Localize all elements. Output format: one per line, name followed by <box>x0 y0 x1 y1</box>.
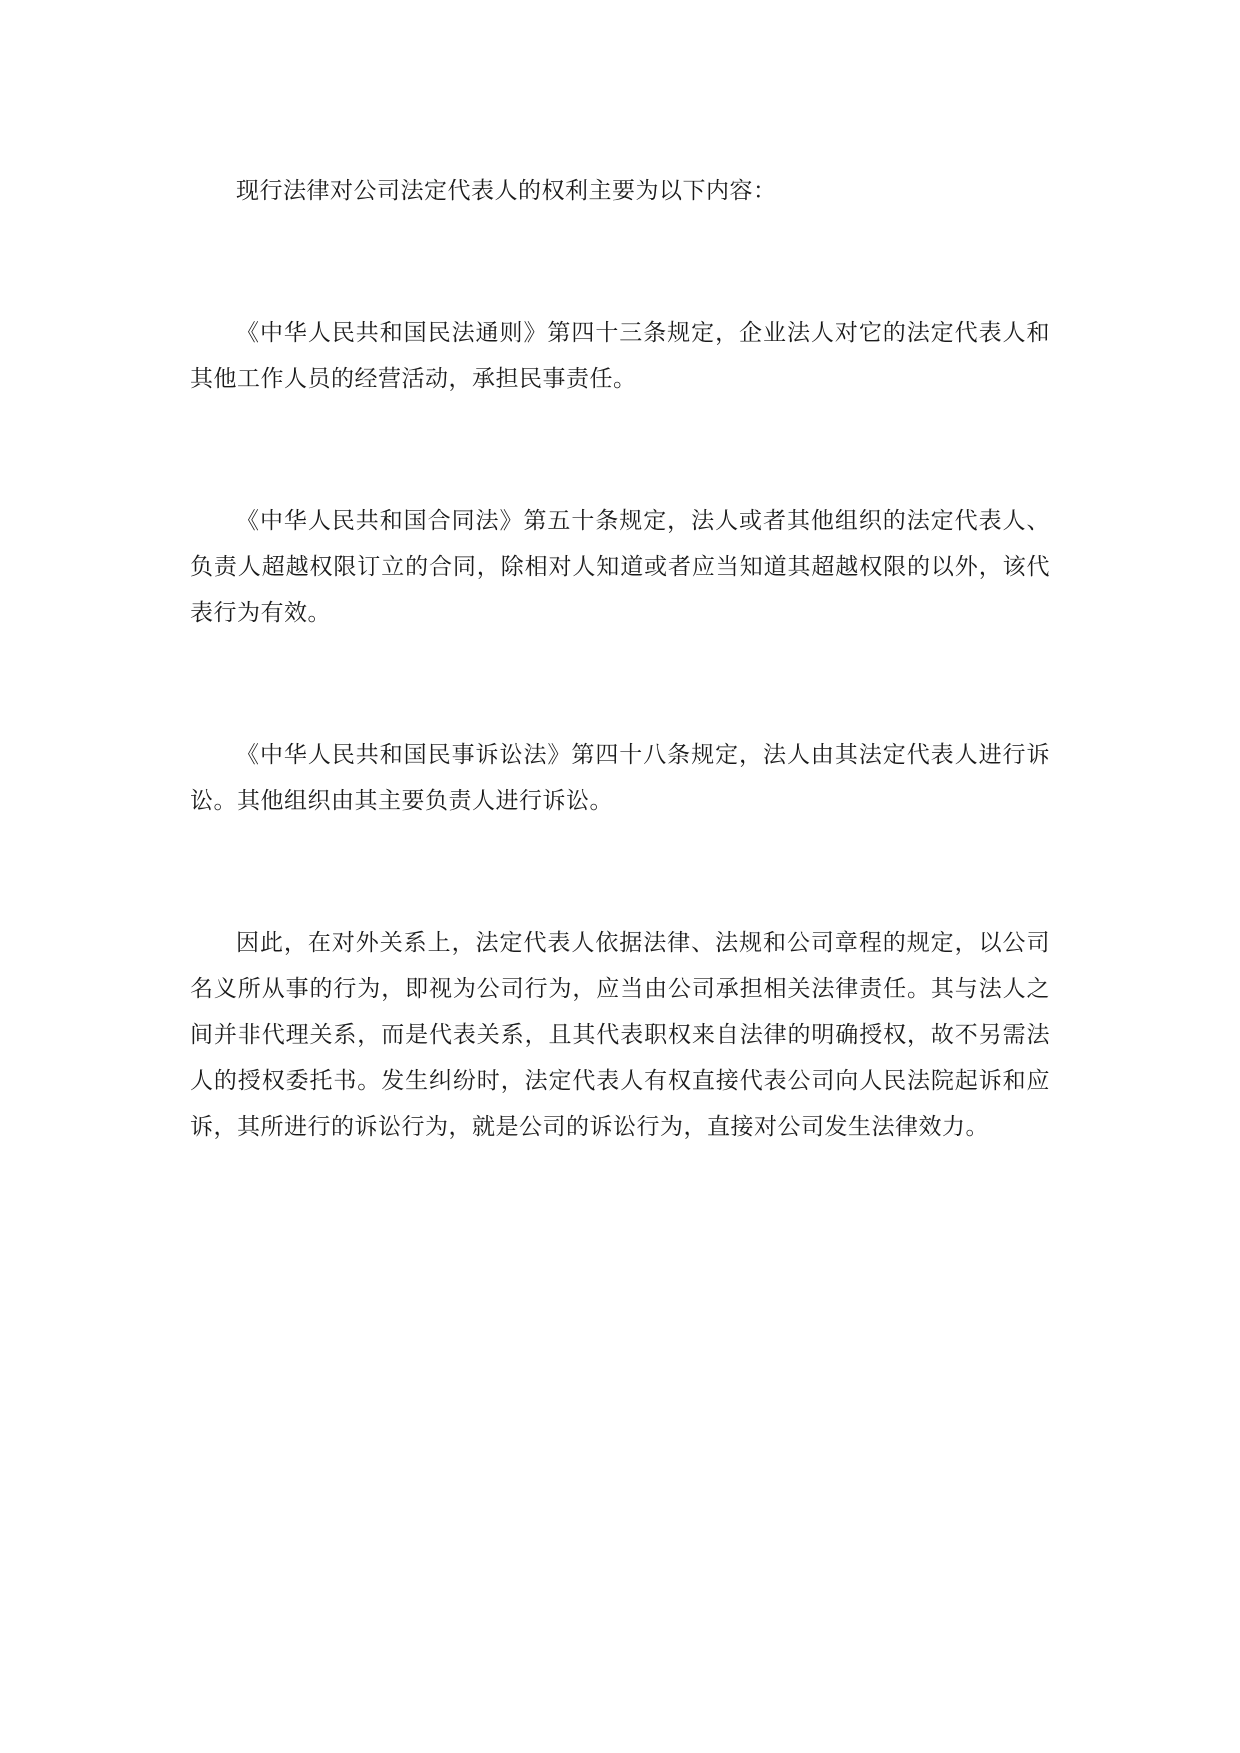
paragraph-civil-law: 《中华人民共和国民法通则》第四十三条规定，企业法人对它的法定代表人和其他工作人员的经营活动，承担民事责任。 <box>190 320 1050 392</box>
paragraph-spacer <box>190 214 1050 310</box>
paragraph-civil-procedure-law: 《中华人民共和国民事诉讼法》第四十八条规定，法人由其法定代表人进行诉讼。其他组织由其主要负责人进行诉讼。 <box>190 742 1050 814</box>
paragraph-spacer <box>190 402 1050 498</box>
paragraph-spacer <box>190 824 1050 920</box>
paragraph-spacer <box>190 636 1050 732</box>
paragraph-conclusion: 因此，在对外关系上，法定代表人依据法律、法规和公司章程的规定，以公司名义所从事的行为，即视为公司行为，应当由公司承担相关法律责任。其与法人之间并非代理关系，而是代表关系，且其代表职权来自法律的明确授权，故不另需法人的授权委托书。发生纠纷时，法定代表人有权直接代表公司向人民法院起诉和应诉，其所进行的诉讼行为，就是公司的诉讼行为，直接对公司发生法律效力。 <box>190 930 1050 1140</box>
paragraph-contract-law: 《中华人民共和国合同法》第五十条规定，法人或者其他组织的法定代表人、负责人超越权限订立的合同，除相对人知道或者应当知道其超越权限的以外，该代表行为有效。 <box>190 508 1050 626</box>
document-body <box>190 168 1050 1150</box>
paragraph-intro: 现行法律对公司法定代表人的权利主要为以下内容： <box>236 178 777 204</box>
